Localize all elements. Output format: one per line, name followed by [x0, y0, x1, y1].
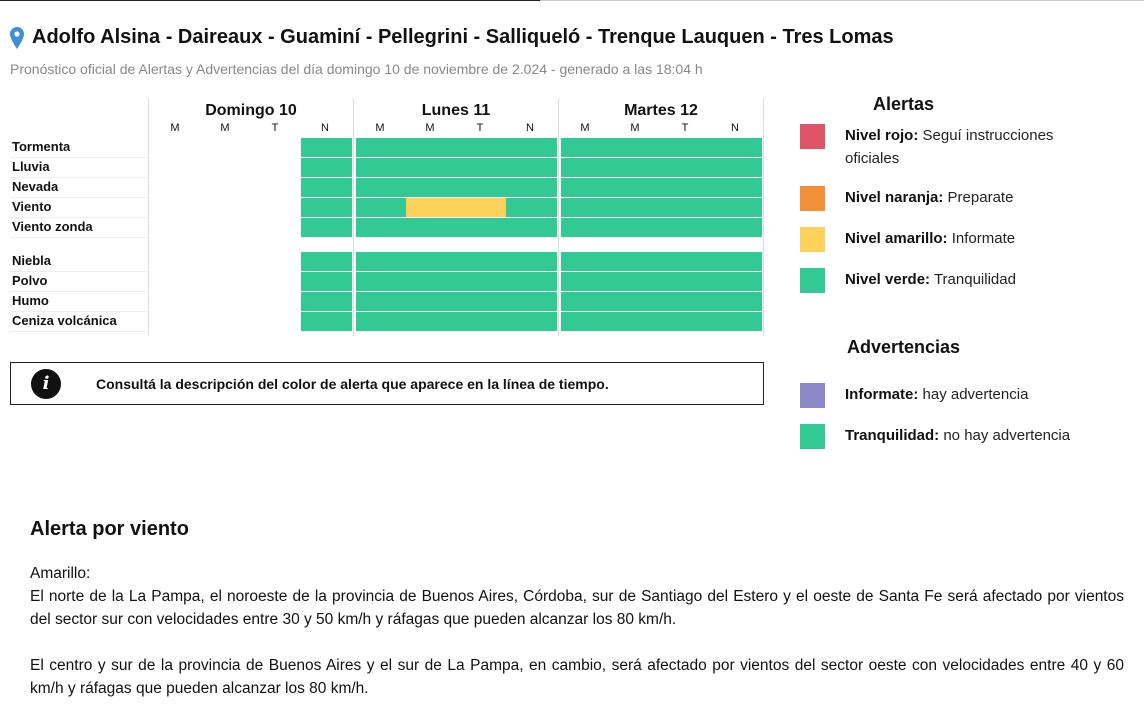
legend-desc: Preparate — [943, 189, 1014, 206]
row-divider — [10, 331, 150, 332]
legend-item — [800, 186, 1075, 211]
alert-cell-verde — [406, 312, 456, 331]
alert-cell-verde — [561, 158, 611, 177]
alert-cell-verde — [301, 252, 352, 271]
alert-cell-verde — [301, 178, 352, 197]
row-label: Viento — [12, 199, 52, 214]
day-separator — [763, 98, 764, 336]
alert-paragraph-1: El norte de la La Pampa, el noroeste de la provincia de Buenos Aires, Córdoba, sur de Santiago del Estero y el oeste de Santa Fe será afectado por vientos del sector sur con velocidades entre 30 y 50 km/h y ráfagas que pueden alcanzar los 80 km/h. — [30, 588, 1124, 628]
alert-cell-verde — [561, 198, 611, 217]
alert-cell-verde — [506, 178, 557, 197]
legend-swatch — [800, 268, 825, 293]
alert-cell-verde — [561, 178, 611, 197]
legend-level: Nivel amarillo: — [845, 230, 948, 247]
alert-cell-verde — [406, 292, 456, 311]
day-header: Martes 12 — [624, 102, 698, 119]
alert-cell-verde — [711, 292, 762, 311]
alert-cell-amarillo — [406, 198, 456, 217]
alert-cell-verde — [711, 138, 762, 157]
period-label: T — [271, 122, 279, 134]
alert-cell-verde — [301, 312, 352, 331]
alert-cell-verde — [561, 218, 611, 237]
legend-item — [800, 227, 1075, 252]
alert-timeline-grid — [10, 98, 765, 336]
alert-cell-verde — [561, 312, 611, 331]
alert-cell-verde — [506, 138, 557, 157]
alert-cell-verde — [456, 292, 506, 311]
row-divider — [10, 271, 150, 272]
alert-cell-verde — [661, 178, 711, 197]
legend-desc: Tranquilidad — [930, 271, 1016, 288]
legend-swatch — [800, 424, 825, 449]
period-label: N — [526, 122, 534, 134]
alert-cell-verde — [561, 292, 611, 311]
alert-cell-verde — [356, 272, 406, 291]
page-title: Adolfo Alsina - Daireaux - Guaminí - Pellegrini - Salliqueló - Trenque Lauquen - Tres Lomas — [32, 26, 894, 48]
alert-cell-verde — [506, 218, 557, 237]
legend-text — [845, 383, 1075, 408]
alert-cell-verde — [611, 138, 661, 157]
alert-cell-verde — [356, 312, 406, 331]
alert-cell-verde — [456, 272, 506, 291]
row-label: Niebla — [12, 253, 52, 268]
period-label: M — [630, 122, 640, 134]
alert-cell-verde — [611, 218, 661, 237]
info-text: Consultá la descripción del color de alerta que aparece en la línea de tiempo. — [96, 375, 609, 392]
period-label: M — [580, 122, 590, 134]
alert-cell-verde — [406, 218, 456, 237]
row-divider — [10, 197, 150, 198]
alert-cell-verde — [611, 292, 661, 311]
legend-desc: no hay advertencia — [939, 427, 1071, 444]
legend-item — [800, 383, 1075, 408]
alert-cell-verde — [611, 252, 661, 271]
alert-cell-verde — [661, 198, 711, 217]
legend-level: Nivel rojo: — [845, 127, 919, 144]
legend-swatch — [800, 124, 825, 149]
alert-cell-verde — [661, 272, 711, 291]
alert-cell-verde — [456, 218, 506, 237]
alert-cell-verde — [711, 218, 762, 237]
alert-cell-verde — [356, 292, 406, 311]
alert-cell-amarillo — [456, 198, 506, 217]
alert-cell-verde — [661, 218, 711, 237]
legend-text — [845, 124, 1075, 170]
row-divider — [10, 291, 150, 292]
alert-cell-verde — [356, 218, 406, 237]
alert-cell-verde — [356, 252, 406, 271]
row-divider — [10, 237, 150, 238]
alert-cell-verde — [661, 292, 711, 311]
alert-cell-verde — [711, 198, 762, 217]
legend-level: Nivel naranja: — [845, 189, 944, 206]
period-label: M — [170, 122, 180, 134]
row-label: Humo — [12, 293, 49, 308]
alert-cell-verde — [611, 272, 661, 291]
legend-text — [845, 186, 1075, 211]
row-divider — [10, 217, 150, 218]
legend-item — [800, 268, 1075, 293]
legend-desc: Informate — [947, 230, 1016, 247]
alert-cell-verde — [456, 178, 506, 197]
alert-cell-verde — [356, 198, 406, 217]
alert-cell-verde — [561, 252, 611, 271]
alert-cell-verde — [506, 272, 557, 291]
legend-text — [845, 268, 1075, 293]
info-box — [10, 362, 764, 405]
day-header: Domingo 10 — [205, 102, 297, 119]
row-divider — [10, 157, 150, 158]
period-label: T — [476, 122, 484, 134]
alert-cell-verde — [456, 138, 506, 157]
alert-cell-verde — [611, 158, 661, 177]
location-pin-icon — [10, 27, 24, 49]
alert-cell-verde — [406, 138, 456, 157]
alert-cell-verde — [301, 198, 352, 217]
legend-item — [800, 424, 1075, 449]
alert-cell-verde — [711, 252, 762, 271]
alert-cell-verde — [711, 272, 762, 291]
legend-swatch — [800, 186, 825, 211]
alert-cell-verde — [561, 138, 611, 157]
alert-cell-verde — [506, 252, 557, 271]
legend-level: Tranquilidad: — [845, 427, 940, 444]
period-label: M — [220, 122, 230, 134]
day-header: Lunes 11 — [421, 102, 491, 119]
info-icon: i — [31, 369, 61, 399]
legend-desc: hay advertencia — [918, 386, 1029, 403]
legend-level: Nivel verde: — [845, 271, 931, 288]
day-separator — [558, 98, 559, 336]
alert-cell-verde — [456, 252, 506, 271]
legend-item — [800, 124, 1075, 170]
row-label: Lluvia — [12, 159, 50, 174]
alert-cell-verde — [356, 138, 406, 157]
alert-cell-verde — [506, 198, 557, 217]
alert-cell-verde — [711, 312, 762, 331]
row-label: Ceniza volcánica — [12, 313, 117, 328]
page-subtitle: Pronóstico oficial de Alertas y Advertencias del día domingo 10 de noviembre de 2.024 - generado a las 18:04 h — [10, 61, 703, 77]
alert-cell-verde — [406, 178, 456, 197]
period-label: M — [425, 122, 435, 134]
alert-paragraph-2: El centro y sur de la provincia de Buenos Aires y el sur de La Pampa, en cambio, será afectado por vientos del sector oeste con velocidades entre 40 y 60 km/h y ráfagas que pueden alcanzar los 80 km/h. — [30, 657, 1124, 697]
alert-cell-verde — [711, 178, 762, 197]
alert-cell-verde — [406, 158, 456, 177]
alert-detail-body — [30, 562, 1124, 705]
alert-cell-verde — [456, 312, 506, 331]
row-label: Tormenta — [12, 139, 71, 154]
alert-cell-verde — [711, 158, 762, 177]
row-label: Polvo — [12, 273, 48, 288]
row-divider — [10, 177, 150, 178]
alert-cell-verde — [356, 158, 406, 177]
legend-swatch — [800, 227, 825, 252]
legend-text — [845, 424, 1075, 449]
row-label: Nevada — [12, 179, 59, 194]
alert-cell-verde — [301, 218, 352, 237]
alert-cell-verde — [611, 312, 661, 331]
alert-cell-verde — [456, 158, 506, 177]
alert-cell-verde — [506, 292, 557, 311]
row-divider — [10, 311, 150, 312]
row-label: Viento zonda — [12, 219, 93, 234]
alert-cell-verde — [661, 252, 711, 271]
alert-cell-verde — [301, 138, 352, 157]
alert-cell-verde — [406, 272, 456, 291]
alert-cell-verde — [661, 158, 711, 177]
alert-cell-verde — [506, 158, 557, 177]
period-label: T — [681, 122, 689, 134]
alert-cell-verde — [661, 138, 711, 157]
legend-level: Informate: — [845, 386, 919, 403]
alert-cell-verde — [406, 252, 456, 271]
legend-warnings-title: Advertencias — [847, 337, 961, 357]
alert-cell-verde — [301, 292, 352, 311]
period-label: M — [375, 122, 385, 134]
alert-cell-verde — [561, 272, 611, 291]
legend-swatch — [800, 383, 825, 408]
day-separator — [353, 98, 354, 336]
period-label: N — [731, 122, 739, 134]
alert-cell-verde — [301, 158, 352, 177]
legend-desc: Seguí instrucciones oficiales — [845, 127, 1054, 167]
page-header — [10, 26, 894, 49]
alert-detail-title: Alerta por viento — [30, 518, 189, 540]
alert-cell-verde — [611, 178, 661, 197]
period-label: N — [321, 122, 329, 134]
alert-cell-verde — [506, 312, 557, 331]
alert-cell-verde — [661, 312, 711, 331]
alert-cell-verde — [356, 178, 406, 197]
legend-alerts-title: Alertas — [873, 94, 935, 114]
alert-cell-verde — [611, 198, 661, 217]
top-border — [0, 0, 1144, 1]
legend-text — [845, 227, 1075, 252]
alert-cell-verde — [301, 272, 352, 291]
alert-level-label: Amarillo: — [30, 565, 91, 582]
